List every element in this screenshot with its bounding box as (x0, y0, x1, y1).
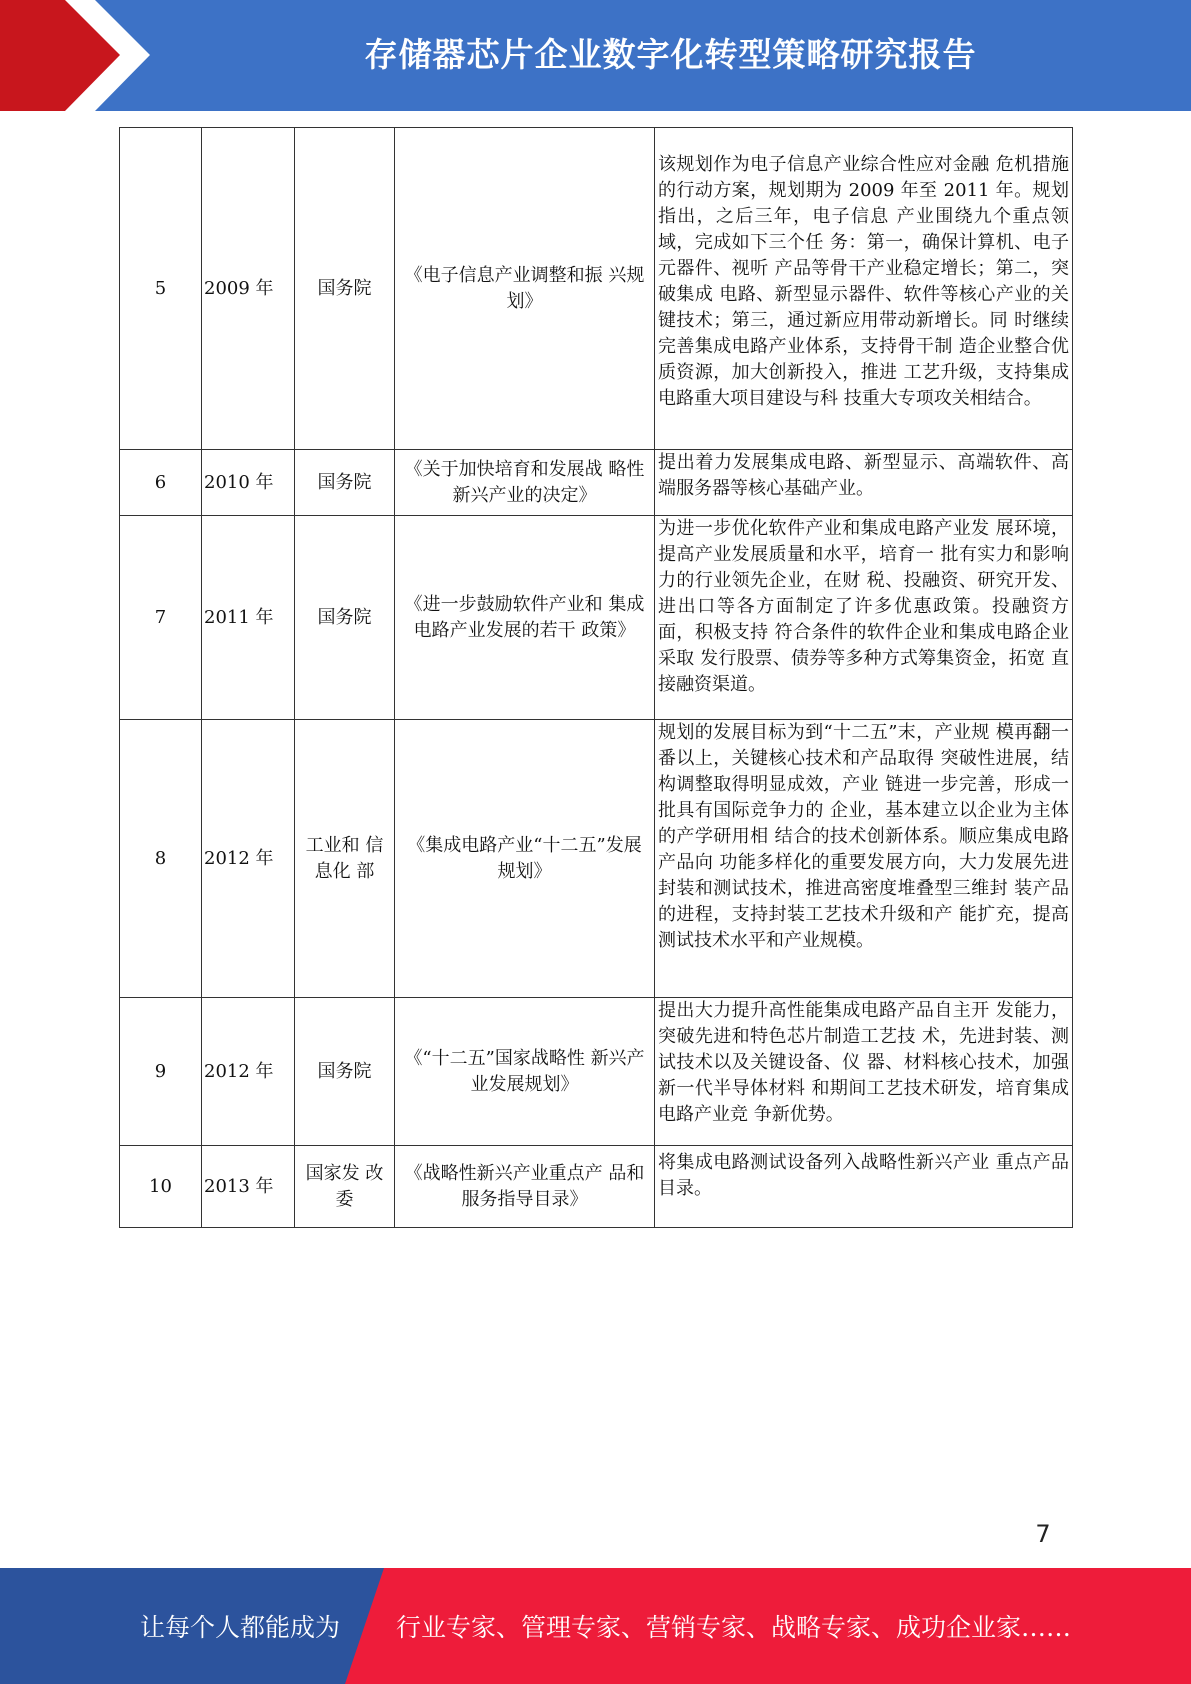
table-row (120, 128, 1073, 450)
footer-banner (0, 1568, 1191, 1684)
table-row (120, 1146, 1073, 1228)
row-department: 工业和 信息化 部 (295, 720, 395, 998)
row-department: 国务院 (295, 516, 395, 720)
row-description: 规划的发展目标为到“十二五”末，产业规 模再翻一番以上，关键核心技术和产品取得 突破性进展，结构调整取得明显成效，产业 链进一步完善，形成一批具有国际竞争力的 企业，基本建立以企业为主体的产学研用相 结合的技术创新体系。顺应集成电路产品向 功能多样化的重要发展方向，大力发展先进 封装和测试技术，推进高密度堆叠型三维封 装产品的进程，支持封装工艺技术升级和产 能扩充，提高测试技术水平和产业规模。 (655, 720, 1073, 998)
row-number: 6 (120, 450, 202, 516)
row-year: 2013 年 (202, 1146, 295, 1228)
footer-slogan-right: 行业专家、管理专家、营销专家、战略专家、成功企业家…… (396, 1613, 1072, 1642)
header-banner (0, 0, 1191, 111)
row-department: 国家发 改委 (295, 1146, 395, 1228)
row-year: 2010 年 (202, 450, 295, 516)
row-policy-title: 《战略性新兴产业重点产 品和服务指导目录》 (395, 1146, 655, 1228)
row-description: 为进一步优化软件产业和集成电路产业发 展环境，提高产业发展质量和水平，培育一 批有实力和影响力的行业领先企业，在财 税、投融资、研究开发、进出口等各方面制定了许多优惠政策。投融资方面，积极支持 符合条件的软件企业和集成电路企业采取 发行股票、债券等多种方式筹集资金，拓宽 直接融资渠道。 (655, 516, 1073, 720)
table-row (120, 516, 1073, 720)
table-row (120, 998, 1073, 1146)
row-policy-title: 《关于加快培育和发展战 略性新兴产业的决定》 (395, 450, 655, 516)
row-number: 7 (120, 516, 202, 720)
row-description: 将集成电路测试设备列入战略性新兴产业 重点产品目录。 (655, 1146, 1073, 1228)
row-number: 5 (120, 128, 202, 450)
row-year: 2012 年 (202, 998, 295, 1146)
row-description: 提出大力提升高性能集成电路产品自主开 发能力，突破先进和特色芯片制造工艺技 术，先进封装、测试技术以及关键设备、仪 器、材料核心技术，加强新一代半导体材料 和期间工艺技术研发，培育集成电路产业竞 争新优势。 (655, 998, 1073, 1146)
row-policy-title: 《电子信息产业调整和振 兴规划》 (395, 128, 655, 450)
row-department: 国务院 (295, 450, 395, 516)
report-title: 存储器芯片企业数字化转型策略研究报告 (364, 34, 977, 74)
row-policy-title: 《进一步鼓励软件产业和 集成电路产业发展的若干 政策》 (395, 516, 655, 720)
row-year: 2012 年 (202, 720, 295, 998)
row-description: 该规划作为电子信息产业综合性应对金融 危机措施的行动方案，规划期为 2009 年至 2011 年。规划指出，之后三年，电子信息 产业围绕九个重点领域，完成如下三个任 务：第一，确保计算机、电子元器件、视听 产品等骨干产业稳定增长；第二，突破集成 电路、新型显示器件、软件等核心产业的关 键技术；第三，通过新应用带动新增长。同 时继续完善集成电路产业体系，支持骨干制 造企业整合优质资源，加大创新投入，推进 工艺升级，支持集成电路重大项目建设与科 技重大专项攻关相结合。 (655, 128, 1073, 450)
footer-slogan-left: 让每个人都能成为 (140, 1613, 341, 1642)
row-department: 国务院 (295, 128, 395, 450)
row-number: 10 (120, 1146, 202, 1228)
row-year: 2009 年 (202, 128, 295, 450)
row-policy-title: 《集成电路产业“十二五”发展规划》 (395, 720, 655, 998)
row-number: 8 (120, 720, 202, 998)
chevron-arrow-icon (0, 0, 160, 111)
table-row (120, 450, 1073, 516)
row-policy-title: 《“十二五”国家战略性 新兴产业发展规划》 (395, 998, 655, 1146)
policy-table (119, 127, 1073, 1228)
table-row (120, 720, 1073, 998)
row-year: 2011 年 (202, 516, 295, 720)
page-number: 7 (1035, 1520, 1051, 1548)
row-number: 9 (120, 998, 202, 1146)
row-description: 提出着力发展集成电路、新型显示、高端软件、高端服务器等核心基础产业。 (655, 450, 1073, 516)
row-department: 国务院 (295, 998, 395, 1146)
